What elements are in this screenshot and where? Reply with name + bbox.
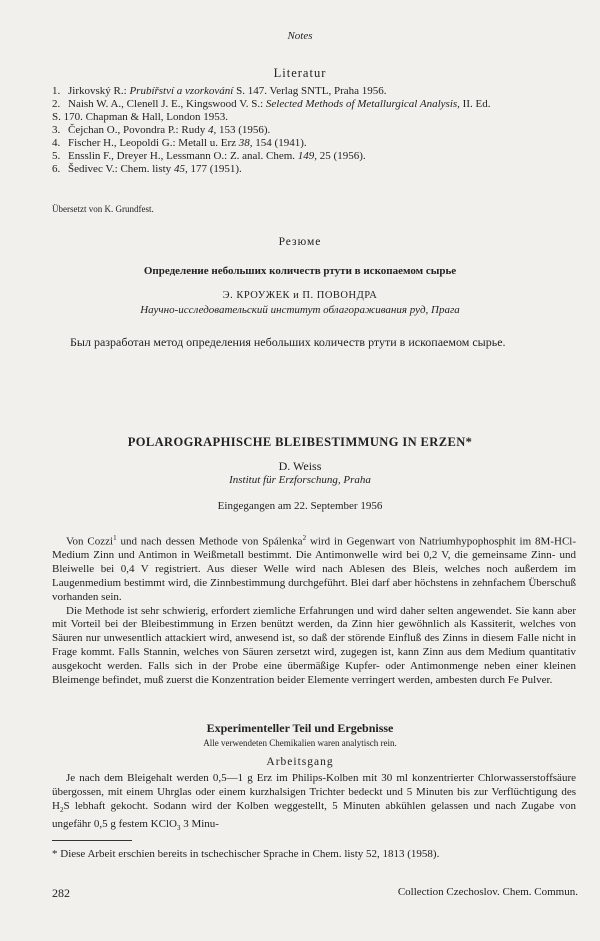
literatur-heading: Literatur [273, 66, 327, 80]
reference-author: Čejchan O., Povondra P.: Rudy [68, 124, 208, 136]
reference-source: 153 (1956). [216, 124, 271, 136]
article-title: POLAROGRAPHISCHE BLEIBESTIMMUNG IN ERZEN* [127, 435, 473, 449]
footnote: * Diese Arbeit erschien bereits in tschechischer Sprache in Chem. listy 52, 1813 (1958). [52, 848, 440, 860]
article-institute: Institut für Erzforschung, Praha [229, 474, 371, 486]
reference-source: 177 (1951). [187, 163, 242, 175]
reference-number: 5. [52, 150, 61, 162]
page-number: 282 [52, 886, 70, 900]
reference-source: II. Ed. [459, 98, 491, 110]
procedure-text [52, 772, 576, 836]
reference-number: 4. [52, 137, 61, 149]
reference-title: Selected Methods of Metallurgical Analysis, [265, 98, 460, 110]
reference-text [68, 98, 572, 111]
paragraph: Von Cozzi$^1$ und nach dessen Methode von Spálenka$^2$ wird in Gegenwart von Natriumhypophosphit im 8M-HCl-Medium Zinn und Antimon in Weißmetall bestimmt. Die Antimonwelle wird bei 0,2 V, die gemeinsame Zinn- und Bleiwelle bei 0,4 V registriert. Aus dieser Welle wird nach Ablesen des Bleis, welches noch außerdem im Laugenmedium bestimmt wird, die Zinnbestimmung durchgeführt. Blei darf aber höchstens in zehnfachem Überschuß vorhanden sein. [52, 534, 576, 603]
resume-title: Определение небольших количеств ртути в ископаемом сырье [143, 265, 457, 277]
footnote-divider [52, 840, 132, 841]
reference-list [52, 85, 572, 176]
reference-number: 1. [52, 85, 61, 97]
paragraph: Die Methode ist sehr schwierig, erfordert ziemliche Erfahrungen und wird daher selten angewendet. Sie kann aber mit Vorteil bei der Bleibestimmung in Erzen benützt werden, da Zinn hier gewöhnlich als Kassiterit, welches von Säuren nur unwesentlich attackiert wird, anwesend ist, so daß der störende Einfluß des Zinns in diesem Falle nicht in Frage kommt. Falls Stannin, welches von Säuren zersetzt wird, zugegen ist, kann Zinn aus dem Medium quantitativ ausgekocht werden. Falls sich in der Probe eine übermäßige Kupfer- oder Antimonmenge neben einer kleinen Bleimenge befindet, muß zuerst die Konzentration beider Elemente verringert werden, ambesten durch Fe Pulver. [52, 604, 576, 686]
resume-text: Был разработан метод определения небольших количеств ртути в ископаемом сырье. [70, 335, 506, 349]
citation-mark: 1 [113, 534, 117, 542]
reference-author: Naish W. A., Clenell J. E., Kingswood V. S.: [68, 98, 266, 110]
reference-item [52, 137, 572, 150]
reference-author: Fischer H., Leopoldi G.: Metall u. Erz [68, 137, 239, 149]
reference-item [52, 163, 572, 176]
reference-item [52, 124, 572, 137]
reference-volume: 4, [207, 124, 217, 136]
reference-item [52, 85, 572, 98]
journal-name: Collection Czechoslov. Chem. Commun. [397, 886, 578, 898]
article-author: D. Weiss [278, 459, 322, 473]
running-header: Notes [287, 30, 313, 42]
reference-volume: 149, [297, 150, 318, 162]
experimental-heading: Experimenteller Teil und Ergebnisse [206, 721, 394, 735]
article-introduction [52, 532, 576, 687]
reference-volume: 45, [173, 163, 188, 175]
procedure-heading: Arbeitsgang [266, 756, 334, 768]
reference-item [52, 98, 572, 111]
reference-item [52, 150, 572, 163]
citation-mark: 2 [302, 534, 307, 542]
resume-heading: Резюме [278, 236, 322, 248]
resume-institute: Научно-исследовательский институт облагораживания руд, Прага [140, 304, 460, 316]
resume-authors: Э. КРОУЖЕК и П. ПОВОНДРА [222, 290, 378, 301]
reference-author: Ensslin F., Dreyer H., Lessmann O.: Z. anal. Chem. [68, 150, 298, 162]
reference-text [68, 150, 572, 163]
reference-author: Jirkovský R.: [68, 85, 130, 97]
paragraph: Je nach dem Bleigehalt werden 0,5—1 g Erz im Philips-Kolben mit 30 ml konzentrierter Chlorwasserstoffsäure übergossen, mit einem Uhrglas oder einem kurzhalsigen Trichter bedeckt und 5 Minuten bis zur Verflüchtigung des $H_2S$ lebhaft gekocht. Sodann wird der Kolben weggestellt, 5 Minuten abkühlen gelassen und nach Zugabe von ungefähr 0,5 g festem KClO$_3$ 3 Minu- [52, 772, 576, 832]
reference-source: 25 (1956). [317, 150, 366, 162]
reference-number: 2. [52, 98, 61, 110]
reference-author: Šedivec V.: Chem. listy [68, 163, 174, 175]
reference-continuation: S. 170. Chapman & Hall, London 1953. [52, 111, 228, 123]
translator-note: Übersetzt von K. Grundfest. [52, 204, 154, 214]
reference-source: 154 (1941). [252, 137, 307, 149]
reference-number: 3. [52, 124, 61, 136]
reference-text [68, 85, 572, 98]
reference-text [68, 163, 572, 176]
reference-volume: 38, [238, 137, 253, 149]
reference-text [68, 137, 572, 150]
reference-title: Prubířství a vzorkování [129, 85, 234, 97]
reference-source: S. 147. Verlag SNTL, Praha 1956. [233, 85, 387, 97]
experimental-subheading: Alle verwendeten Chemikalien waren analytisch rein. [203, 738, 397, 748]
reference-number: 6. [52, 163, 61, 175]
received-date: Eingegangen am 22. September 1956 [217, 500, 383, 512]
reference-text [68, 124, 572, 137]
